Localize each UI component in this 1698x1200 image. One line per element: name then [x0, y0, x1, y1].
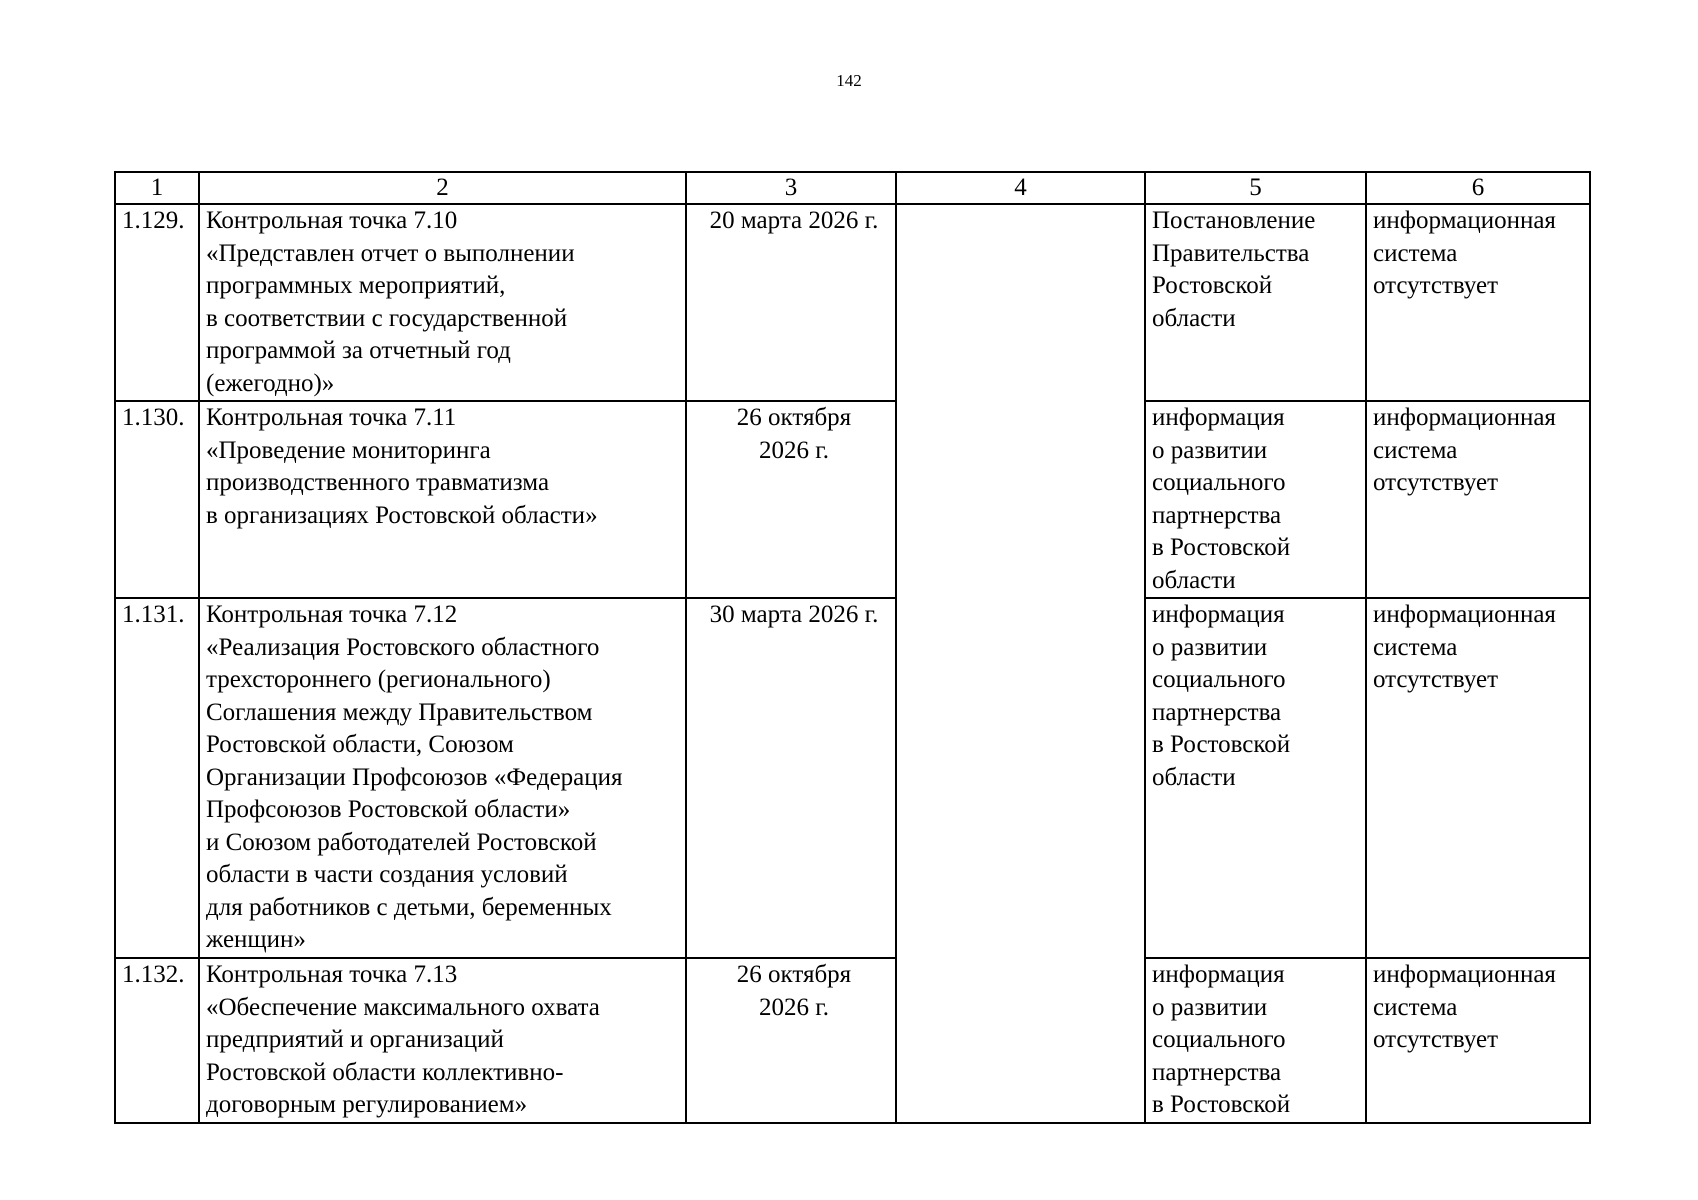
column-header: 2: [199, 172, 686, 204]
document-type: информация о развитии социального партнерства в Ростовской: [1145, 958, 1366, 1123]
deadline-date: 26 октября 2026 г.: [686, 401, 896, 598]
table-row: [115, 598, 1590, 958]
document-type: информация о развитии социального партнерства в Ростовской области: [1145, 401, 1366, 598]
table-row: [115, 204, 1590, 401]
deadline-date: 26 октября 2026 г.: [686, 958, 896, 1123]
document-type: Постановление Правительства Ростовской области: [1145, 204, 1366, 401]
information-system: информационная система отсутствует: [1366, 598, 1590, 958]
information-system: информационная система отсутствует: [1366, 958, 1590, 1123]
page-number: 142: [836, 71, 862, 90]
deadline-date: 20 марта 2026 г.: [686, 204, 896, 401]
row-number: 1.131.: [115, 598, 199, 958]
row-number: 1.129.: [115, 204, 199, 401]
column-4-cell: [896, 204, 1145, 1123]
row-number: 1.130.: [115, 401, 199, 598]
column-header: 1: [115, 172, 199, 204]
deadline-date: 30 марта 2026 г.: [686, 598, 896, 958]
control-point-description: Контрольная точка 7.13 «Обеспечение максимального охвата предприятий и организаций Ростовской области коллективно- договорным регулированием»: [199, 958, 686, 1123]
control-point-description: Контрольная точка 7.12 «Реализация Ростовского областного трехстороннего (регионального) Соглашения между Правительством Ростовской области, Союзом Организации Профсоюзов «Федерация Профсоюзов Ростовской области» и Союзом работодателей Ростовской области в части создания условий для работников с детьми, беременных женщин»: [199, 598, 686, 958]
column-number-row: [115, 172, 1590, 204]
control-point-description: Контрольная точка 7.11 «Проведение мониторинга производственного травматизма в организациях Ростовской области»: [199, 401, 686, 598]
information-system: информационная система отсутствует: [1366, 401, 1590, 598]
document-type: информация о развитии социального партнерства в Ростовской области: [1145, 598, 1366, 958]
control-point-description: Контрольная точка 7.10 «Представлен отчет о выполнении программных мероприятий, в соответствии с государственной программой за отчетный год (ежегодно)»: [199, 204, 686, 401]
column-header: 3: [686, 172, 896, 204]
table-row: [115, 401, 1590, 598]
plan-table: [114, 171, 1591, 1124]
table-row: [115, 958, 1590, 1123]
column-header: 5: [1145, 172, 1366, 204]
column-header: 6: [1366, 172, 1590, 204]
column-header: 4: [896, 172, 1145, 204]
row-number: 1.132.: [115, 958, 199, 1123]
information-system: информационная система отсутствует: [1366, 204, 1590, 401]
